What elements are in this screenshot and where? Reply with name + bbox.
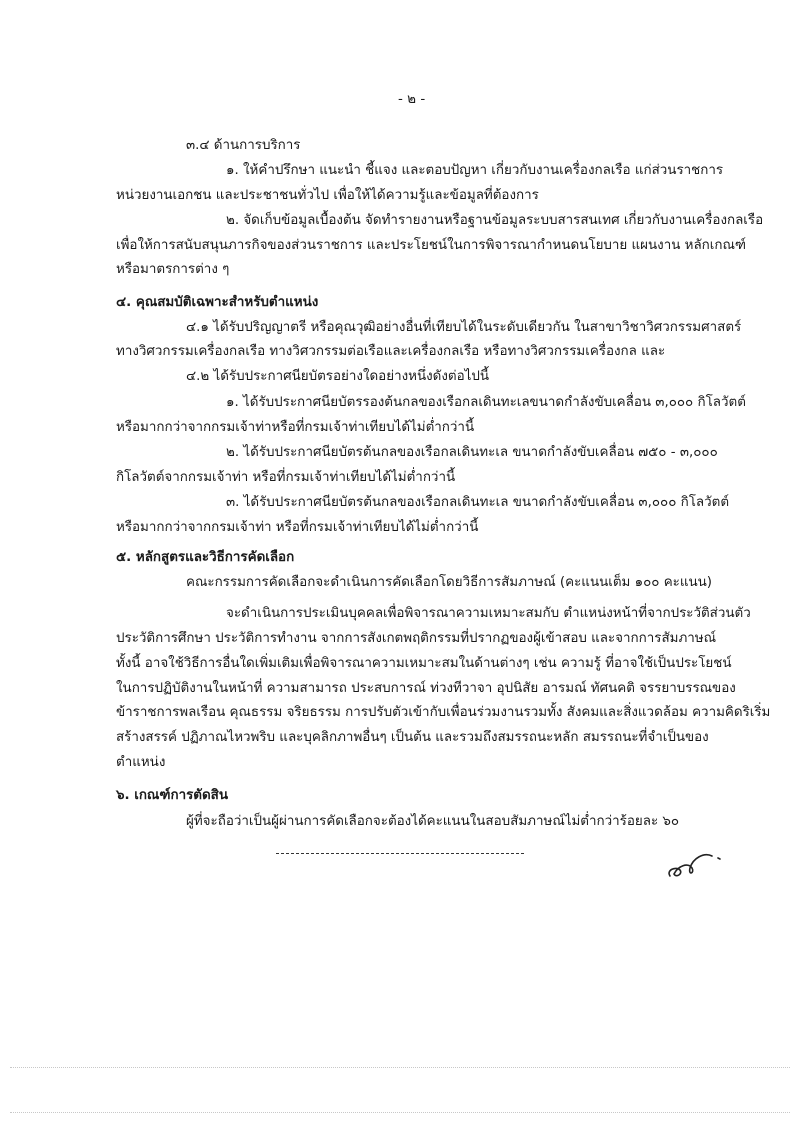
section-3-4-item1-line2: หน่วยงานเอกชน และประชาชนทั่วไป เพื่อให้ได้ความรู้และข้อมูลที่ต้องการ <box>116 188 539 203</box>
section-4-cert3-line1: ๓. ได้รับประกาศนียบัตรต้นกลของเรือกลเดินทะเล ขนาดกำลังขับเคลื่อน ๓,๐๐๐ กิโลวัตต์ <box>226 495 730 510</box>
scan-artifact-line <box>10 1067 790 1068</box>
section-5-title: ๕. หลักสูตรและวิธีการคัดเลือก <box>116 550 295 565</box>
section-4-cert1-line2: หรือมากกว่าจากกรมเจ้าท่าหรือที่กรมเจ้าท่าเทียบได้ไม่ต่ำกว่านี้ <box>116 420 475 435</box>
section-5-line5: ในการปฏิบัติงานในหน้าที่ ความสามารถ ประสบการณ์ ท่วงทีวาจา อุปนิสัย อารมณ์ ทัศนคติ จรรยาบรรณของ <box>116 681 736 696</box>
section-4-cert1-line1: ๑. ได้รับประกาศนียบัตรรองต้นกลของเรือกลเดินทะเลขนาดกำลังขับเคลื่อน ๓,๐๐๐ กิโลวัตต์ <box>226 395 746 410</box>
scan-artifact-line <box>10 1112 790 1113</box>
section-3-4-item2-line1: ๒. จัดเก็บข้อมูลเบื้องต้น จัดทำรายงานหรือฐานข้อมูลระบบสารสนเทศ เกี่ยวกับงานเครื่องกลเรือ <box>226 213 764 228</box>
section-5-line2: จะดำเนินการประเมินบุคคลเพื่อพิจารณาความเหมาะสมกับ ตำแหน่งหน้าที่จากประวัติส่วนตัว <box>226 606 751 621</box>
section-3-4-item2-line2: เพื่อให้การสนับสนุนภารกิจของส่วนราชการ และประโยชน์ในการพิจารณากำหนดนโยบาย แผนงาน หลักเกณฑ์ <box>116 238 746 253</box>
section-5-line7: สร้างสรรค์ ปฏิภาณไหวพริบ และบุคลิกภาพอื่นๆ เป็นต้น และรวมถึงสมรรถนะหลัก สมรรถนะที่จำเป็นของ <box>116 730 709 745</box>
section-4-cert2-line2: กิโลวัตต์จากกรมเจ้าท่า หรือที่กรมเจ้าท่าเทียบได้ไม่ต่ำกว่านี้ <box>116 470 456 485</box>
section-4-q2-line: ๔.๒ ได้รับประกาศนียบัตรอย่างใดอย่างหนึ่งดังต่อไปนี้ <box>186 369 490 384</box>
section-4-cert2-line1: ๒. ได้รับประกาศนียบัตรต้นกลของเรือกลเดินทะเล ขนาดกำลังขับเคลื่อน ๗๕๐ - ๓,๐๐๐ <box>226 445 718 460</box>
signature-initials <box>664 848 734 884</box>
section-3-4-item1-line1: ๑. ให้คำปรึกษา แนะนำ ชี้แจง และตอบปัญหา เกี่ยวกับงานเครื่องกลเรือ แก่ส่วนราชการ <box>226 163 724 178</box>
section-5-line1: คณะกรรมการคัดเลือกจะดำเนินการคัดเลือกโดยวิธีการสัมภาษณ์ (คะแนนเต็ม ๑๐๐ คะแนน) <box>186 575 713 590</box>
section-5-line3: ประวัติการศึกษา ประวัติการทำงาน จากการสังเกตพฤติกรรมที่ปรากฏของผู้เข้าสอบ และจากการสัมภาษณ์ <box>116 631 717 646</box>
section-5-line6: ข้าราชการพลเรือน คุณธรรม จริยธรรม การปรับตัวเข้ากับเพื่อนร่วมงานรวมทั้ง สังคมและสิ่งแวดล้อม ความคิดริเริ่ม <box>116 705 771 720</box>
section-3-4-item2-line3: หรือมาตรการต่าง ๆ <box>116 262 230 277</box>
section-4-q1-line1: ๔.๑ ได้รับปริญญาตรี หรือคุณวุฒิอย่างอื่นที่เทียบได้ในระดับเดียวกัน ในสาขาวิชาวิศวกรรมศาสตร์ <box>186 320 742 335</box>
section-4-title: ๔. คุณสมบัติเฉพาะสำหรับตำแหน่ง <box>116 295 319 310</box>
closing-dashed-rule <box>276 853 524 854</box>
section-6-line1: ผู้ที่จะถือว่าเป็นผู้ผ่านการคัดเลือกจะต้องได้คะแนนในสอบสัมภาษณ์ไม่ต่ำกว่าร้อยละ ๖๐ <box>186 814 680 829</box>
section-5-line8: ตำแหน่ง <box>116 755 166 770</box>
section-5-line4: ทั้งนี้ อาจใช้วิธีการอื่นใดเพิ่มเติมเพื่อพิจารณาความเหมาะสมในด้านต่างๆ เช่น ความรู้ ที่อาจใช้เป็นประโยชน์ <box>116 656 732 671</box>
section-6-title: ๖. เกณฑ์การตัดสิน <box>116 788 229 803</box>
section-4-cert3-line2: หรือมากกว่าจากกรมเจ้าท่า หรือที่กรมเจ้าท่าเทียบได้ไม่ต่ำกว่านี้ <box>116 520 479 535</box>
page-number: - ๒ - <box>398 91 426 107</box>
section-3-4-title: ๓.๔ ด้านการบริการ <box>186 138 301 153</box>
section-4-q1-line2: ทางวิศวกรรมเครื่องกลเรือ ทางวิศวกรรมต่อเรือและเครื่องกลเรือ หรือทางวิศวกรรมเครื่องกล และ <box>116 344 666 359</box>
